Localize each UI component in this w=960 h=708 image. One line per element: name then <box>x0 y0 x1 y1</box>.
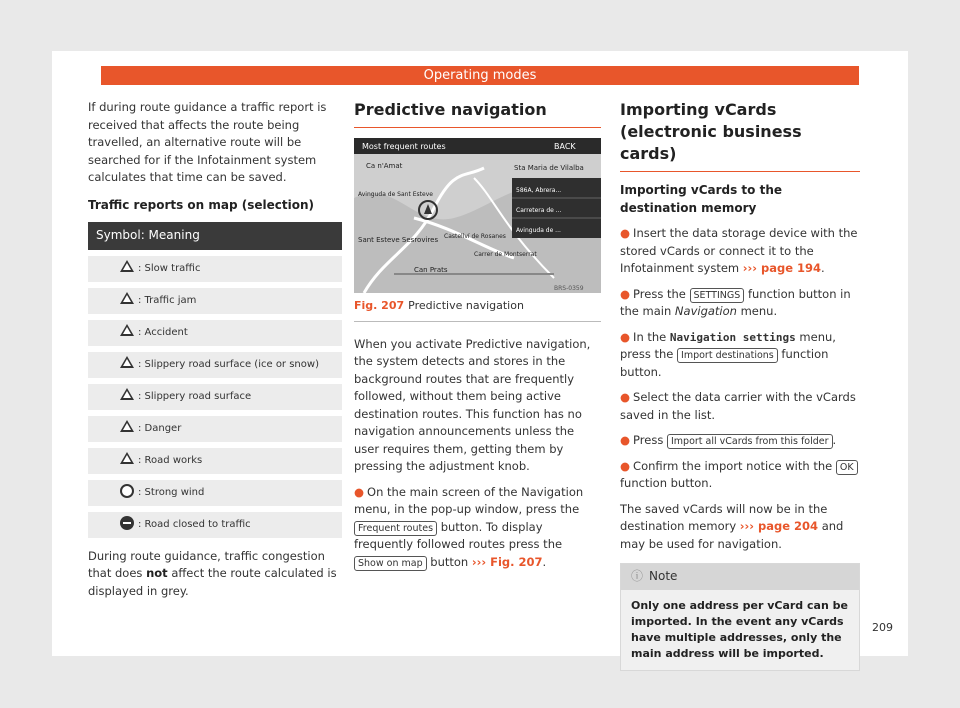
warning-triangle-icon <box>120 324 134 336</box>
table-row <box>88 445 342 477</box>
importing-vcards-heading: Importing vCards (electronic business cards) <box>620 99 860 172</box>
bullet-text: function button in the main <box>620 286 851 318</box>
import-destinations-button: Import destinations <box>677 348 778 363</box>
paragraph-text: and may be used for navigation. <box>620 519 844 551</box>
warning-triangle-icon <box>120 292 134 304</box>
closing-bold: not <box>146 566 168 580</box>
table-row <box>88 253 342 285</box>
closing-text: During route guidance, traffic congestion that does <box>88 548 325 580</box>
bullet-item: ● Press Import all vCards from this folder . <box>620 433 837 447</box>
bullet-text: Press the <box>633 286 686 301</box>
row-text: : Slow traffic <box>138 262 201 274</box>
column-middle <box>354 99 601 579</box>
row-text: : Traffic jam <box>138 294 197 306</box>
bullet-text: Confirm the import notice with the <box>633 458 833 473</box>
predictive-paragraph: When you activate Predictive navigation, the system detects and stores in the background routes that are frequently followed, without them being active destination routes. This function has no navigation announcements unless the user requires them, getting them by pressing the adjustment knob. <box>354 336 591 473</box>
note-title: Note <box>649 569 678 583</box>
warning-triangle-icon <box>120 420 134 432</box>
note-box <box>620 563 860 671</box>
figure-reference[interactable]: ››› Fig. 207 <box>471 554 543 569</box>
closing-paragraph <box>88 548 342 601</box>
paragraph-text: The saved vCards will now be in the destination memory <box>620 501 828 533</box>
importing-subheading: Importing vCards to the destination memory <box>620 183 783 215</box>
map-place: Carrer de Montserrat <box>474 251 537 258</box>
bullet-icon: ● <box>620 458 631 473</box>
bullet-text: On the main screen of the Navigation menu, in the pop-up window, press the <box>354 484 584 516</box>
warning-triangle-icon <box>120 388 134 400</box>
warning-triangle-icon <box>120 452 134 464</box>
table-row <box>88 477 342 509</box>
page-reference[interactable]: ››› page 194 <box>742 261 822 275</box>
row-text: : Slippery road surface (ice or snow) <box>138 358 319 370</box>
section-header: Operating modes <box>101 66 859 85</box>
page-reference[interactable]: ››› page 204 <box>739 519 819 533</box>
warning-triangle-icon <box>120 260 134 272</box>
bullet-text: . <box>542 554 547 569</box>
map-place: Avinguda de Sant Esteve <box>358 191 433 198</box>
bullet-text: button <box>430 554 469 569</box>
bullet-item <box>620 389 860 424</box>
route-item[interactable]: 586A, Abrera... <box>516 187 562 194</box>
bullet-text: Insert the data storage device with the stored vCards or connect it to the Infotainment system <box>620 226 858 275</box>
figure-caption-text: Predictive navigation <box>408 299 524 312</box>
bullet-item <box>620 329 860 382</box>
map-place: Castellví de Rosanes <box>444 233 506 240</box>
screen-title: Most frequent routes <box>362 142 446 151</box>
bullet-icon: ● <box>620 329 631 344</box>
map-screen <box>354 138 601 293</box>
table-header: Symbol: Meaning <box>88 222 342 253</box>
table-row <box>88 317 342 349</box>
figure-caption <box>354 293 601 322</box>
route-item[interactable]: Avinguda de ... <box>516 227 561 234</box>
table-row <box>88 285 342 317</box>
symbol-table <box>88 222 342 538</box>
column-right <box>620 99 860 671</box>
column-left <box>88 99 342 608</box>
bullet-icon: ● <box>620 390 631 404</box>
table-row <box>88 413 342 445</box>
bullet-icon: ● <box>620 433 631 447</box>
road-closed-icon <box>120 516 134 530</box>
note-body: Only one address per vCard can be imported. In the event any vCards have multiple addresses, only the main address will be imported. <box>631 598 848 660</box>
row-text: : Road closed to traffic <box>138 518 251 530</box>
row-text: : Accident <box>138 326 188 338</box>
figure-label: Fig. 207 <box>354 299 405 312</box>
navigation-settings-menu: Navigation settings <box>669 330 796 344</box>
bullet-item: ● Insert the data storage device with the stored vCards or connect it to the Infotainment system ››› page 194. <box>620 226 858 275</box>
bullet-text: In the <box>633 329 667 344</box>
wind-icon <box>120 484 134 498</box>
row-text: : Strong wind <box>138 486 205 498</box>
route-item[interactable]: Carretera de ... <box>516 207 562 214</box>
settings-button: SETTINGS <box>690 288 745 303</box>
traffic-reports-heading: Traffic reports on map (selection) <box>88 197 315 212</box>
row-text: : Slippery road surface <box>138 390 252 402</box>
bullet-item <box>620 286 860 321</box>
show-on-map-button: Show on map <box>354 556 427 571</box>
bullet-icon: ● <box>620 286 631 301</box>
table-row <box>88 349 342 381</box>
bullet-icon: ● <box>354 484 365 499</box>
navigation-screen-figure <box>354 138 601 293</box>
map-place: Sant Esteve Sesrovires <box>358 236 439 244</box>
bullet-text: menu. <box>740 304 778 318</box>
navigation-italic: Navigation <box>674 304 737 318</box>
closing-text-end: affect the route calculated is displayed in grey. <box>88 566 337 598</box>
bullet-text: function button. <box>620 347 829 379</box>
bullet-text: function button. <box>620 476 713 490</box>
table-row <box>88 509 342 538</box>
map-place: Can Prats <box>414 266 448 274</box>
map-place: Sta Maria de Vilalba <box>514 164 584 172</box>
back-button[interactable]: BACK <box>554 142 576 151</box>
frequent-routes-button: Frequent routes <box>354 521 437 536</box>
note-header <box>621 564 859 590</box>
info-icon: ⓘ <box>631 569 644 583</box>
row-text: : Danger <box>138 422 182 434</box>
row-text: : Road works <box>138 454 203 466</box>
bullet-text: Select the data carrier with the vCards saved in the list. <box>620 390 856 422</box>
bullet-item <box>354 484 601 572</box>
warning-triangle-icon <box>120 356 134 368</box>
map-place: Ca n'Amat <box>366 162 403 170</box>
intro-paragraph: If during route guidance a traffic report is received that affects the route being travelled, an alternative route will be searched for if the Infotainment system calculates that time can be saved. <box>88 100 327 184</box>
import-all-vcards-button: Import all vCards from this folder <box>667 434 833 449</box>
bullet-text: Press <box>633 433 664 447</box>
bullet-text: button. To display frequently followed routes press the <box>354 519 563 551</box>
table-row <box>88 381 342 413</box>
vcards-paragraph <box>620 501 860 554</box>
bullet-item <box>620 458 860 493</box>
ok-button: OK <box>836 460 858 475</box>
page-number: 209 <box>872 621 893 634</box>
predictive-navigation-heading: Predictive navigation <box>354 99 601 128</box>
bullet-text: menu, press the <box>620 329 836 361</box>
figure-code: BRS-0359 <box>554 285 584 292</box>
bullet-icon: ● <box>620 226 631 240</box>
